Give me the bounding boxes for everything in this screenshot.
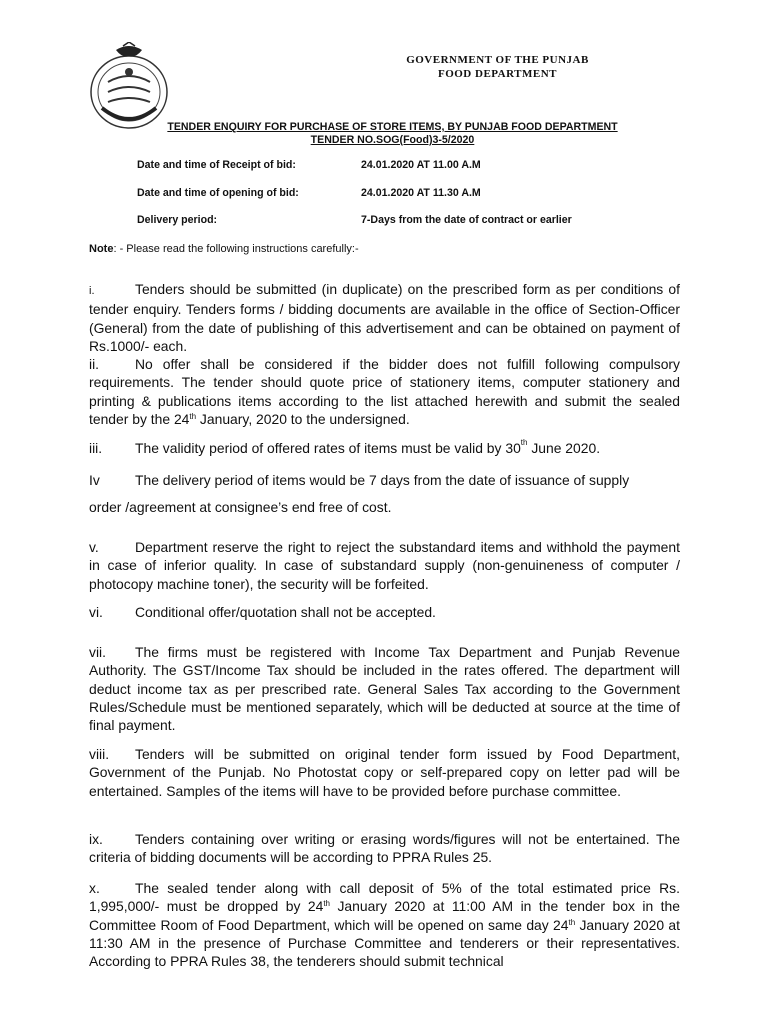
government-title: GOVERNMENT OF THE PUNJAB	[406, 54, 589, 66]
instruction-item	[89, 280, 680, 355]
department-title: FOOD DEPARTMENT	[437, 68, 558, 80]
item-number: v.	[89, 539, 99, 555]
item-sup: th	[520, 438, 528, 447]
item-text: Conditional offer/quotation shall not be accepted.	[135, 604, 436, 620]
item-text: Department reserve the right to reject the substandard items and withhold the payment in case of inferior quality. In case of substandard supply (non-genuineness of computer / photocopy machine toner), the security will be forfeited.	[89, 539, 680, 592]
detail-value: 24.01.2020 AT 11.30 A.M	[361, 187, 481, 199]
instruction-item	[89, 879, 680, 970]
item-text-end: June 2020.	[527, 440, 601, 456]
item-sup: th	[568, 917, 576, 927]
item-sup: th	[189, 411, 197, 421]
item-number: viii.	[89, 746, 110, 762]
detail-value: 24.01.2020 AT 11.00 A.M	[361, 159, 481, 171]
instruction-item	[89, 355, 680, 428]
item-sup: th	[323, 899, 330, 909]
instruction-item	[89, 440, 600, 456]
detail-value: 7-Days from the date of contract or earlier	[361, 214, 572, 226]
item-number: i.	[89, 285, 95, 297]
tender-enquiry-title: TENDER ENQUIRY FOR PURCHASE OF STORE ITEMS, BY PUNJAB FOOD DEPARTMENT	[167, 121, 618, 133]
detail-label: Date and time of Receipt of bid:	[137, 159, 296, 171]
item-number: iii.	[89, 440, 103, 456]
item-text: order /agreement at consignee’s end free of cost.	[89, 499, 392, 515]
item-text: The validity period of offered rates of items must be valid by 30	[135, 440, 521, 456]
instruction-item	[89, 604, 436, 620]
note	[89, 243, 359, 255]
item-text-end: January 2020 at 11:30 AM in the presence of Purchase Committee and tenderers or their representatives. According to PPRA Rules 38, the tenderers should submit technical	[89, 916, 680, 970]
item-text: Tenders should be submitted (in duplicate) on the prescribed form as per conditions of tender enquiry. Tenders forms / bidding documents are available in the office of Section-Officer (General) from the date of publishing of this advertisement and can be obtained on payment of Rs.1000/- each.	[89, 281, 680, 354]
detail-row-delivery	[137, 214, 572, 226]
punjab-government-seal-icon	[86, 42, 172, 132]
instruction-item	[89, 643, 680, 734]
item-text: The delivery period of items would be 7 days from the date of issuance of supply	[135, 472, 630, 488]
item-text-end: January, 2020 to the undersigned.	[196, 410, 410, 427]
item-number: ix.	[89, 831, 103, 847]
item-text: The sealed tender along with call deposit of 5% of the total estimated price Rs. 1,995,000/- must be dropped by 24	[89, 880, 680, 915]
tender-number: TENDER NO.SOG(Food)3-5/2020	[310, 134, 475, 146]
item-number: Iv	[89, 472, 100, 488]
item-number: vii.	[89, 644, 106, 660]
instruction-item	[89, 538, 680, 593]
instruction-item	[89, 472, 629, 488]
instruction-item-continued	[89, 499, 391, 515]
item-text-mid: January 2020 at 11:00 AM in the tender box in the Committee Room of Food Department, which will be opened on same day 24	[89, 898, 680, 933]
item-text: Tenders containing over writing or erasing words/figures will not be entertained. The criteria of bidding documents will be according to PPRA Rules 25.	[89, 831, 680, 866]
instruction-item	[89, 830, 680, 867]
detail-label: Delivery period:	[137, 214, 218, 226]
detail-label: Date and time of opening of bid:	[137, 187, 299, 199]
instruction-item	[89, 745, 680, 800]
item-text: No offer shall be considered if the bidder does not fulfill following compulsory requirements. The tender should quote price of stationery items, computer stationery and printing & publications items according to the list attached herewith and submit the sealed tender by the 24	[89, 356, 680, 427]
note-label: Note	[89, 243, 114, 255]
item-number: x.	[89, 880, 100, 896]
item-text: Tenders will be submitted on original tender form issued by Food Department, Government of the Punjab. No Photostat copy or self-prepared copy on letter pad will be entertained. Samples of the items will have to be provided before purchase committee.	[89, 746, 680, 799]
item-text: The firms must be registered with Income Tax Department and Punjab Revenue Authority. The GST/Income Tax should be included in the rates offered. The department will deduct income tax as per prescribed rate. General Sales Tax according to the Government Rules/Schedule must be mentioned separately, which will be deducted at source at the time of final payment.	[89, 644, 680, 734]
detail-row-opening	[137, 187, 481, 199]
item-number: vi.	[89, 604, 103, 620]
note-text: : - Please read the following instructions carefully:-	[113, 243, 359, 255]
detail-row-receipt	[137, 159, 481, 171]
item-number: ii.	[89, 356, 100, 372]
